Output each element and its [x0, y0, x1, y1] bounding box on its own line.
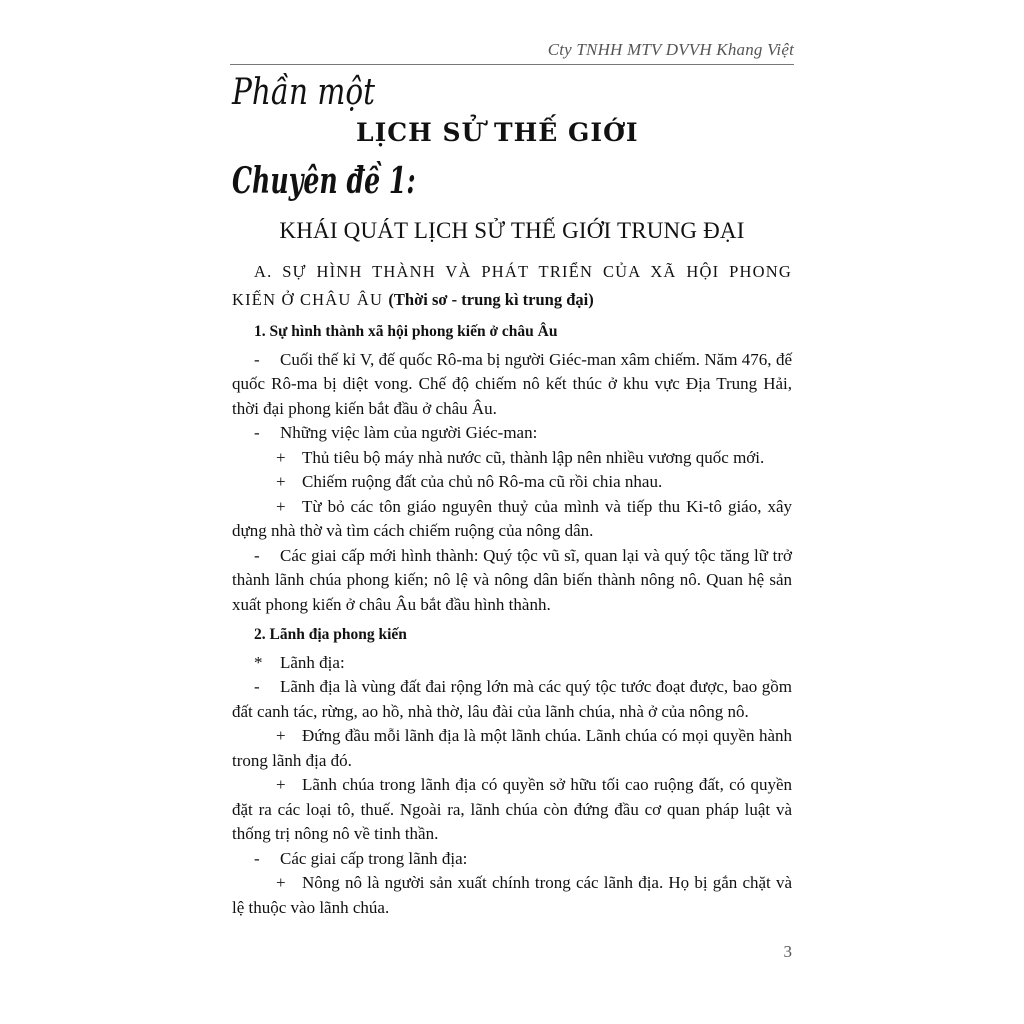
plus-marker: + — [276, 726, 286, 745]
chapter-title: KHÁI QUÁT LỊCH SỬ THẾ GIỚI TRUNG ĐẠI — [279, 218, 745, 243]
header-divider — [230, 64, 794, 65]
plus-marker: + — [276, 447, 286, 467]
star-marker: * — [254, 652, 263, 672]
heading-a-sub: (Thời sơ - trung kì trung đại) — [388, 290, 594, 309]
list-item — [232, 847, 792, 872]
list-item — [232, 773, 792, 847]
paragraph-text: Lãnh địa là vùng đất đai rộng lớn mà các quý tộc tước đoạt được, bao gồm đất canh tác, rừng, ao hồ, nhà thờ, lâu đài của lãnh chúa, nhà ở của nông nô. — [232, 677, 792, 721]
paragraph-text: Những việc làm của người Giéc-man: — [280, 423, 538, 442]
list-item — [232, 724, 792, 773]
paragraph-text: Các giai cấp mới hình thành: Quý tộc vũ sĩ, quan lại và quý tộc tăng lữ trở thành lãnh chúa phong kiến; nô lệ và nông dân biến thành nông nô. Quan hệ sản xuất phong kiến ở châu Âu bắt đầu hình thành. — [232, 545, 792, 614]
paragraph-text: Đứng đầu mỗi lãnh địa là một lãnh chúa. Lãnh chúa có mọi quyền hành trong lãnh địa đó. — [232, 726, 792, 770]
section-2-heading: 2. Lãnh địa phong kiến — [254, 626, 407, 643]
running-header: Cty TNHH MTV DVVH Khang Việt — [547, 40, 794, 59]
paragraph-text: Cuối thế kỉ V, đế quốc Rô-ma bị người Giéc-man xâm chiếm. Năm 476, đế quốc Rô-ma bị diệt vong. Chế độ chiếm nô kết thúc ở khu vực Địa Trung Hải, thời đại phong kiến bắt đầu ở châu Âu. — [232, 349, 792, 418]
paragraph-text: Lãnh chúa trong lãnh địa có quyền sở hữu tối cao ruộng đất, có quyền đặt ra các loại tô, thuế. Ngoài ra, lãnh chúa còn đứng đầu cơ quan pháp luật và thống trị nông nô về tinh thần. — [232, 775, 792, 843]
heading-a-main: A. SỰ HÌNH THÀNH VÀ PHÁT TRIỂN CỦA XÃ HỘI PHONG KIẾN Ở CHÂU ÂU — [232, 262, 792, 309]
list-item — [232, 651, 792, 676]
paragraph-text: Lãnh địa: — [280, 652, 345, 672]
list-item — [232, 446, 792, 471]
section-title: LỊCH SỬ THẾ GIỚI — [356, 118, 639, 147]
dash-marker: - — [254, 848, 260, 868]
paragraph-text: Thủ tiêu bộ máy nhà nước cũ, thành lập nên nhiều vương quốc mới. — [302, 447, 765, 467]
list-item — [232, 675, 792, 724]
paragraph-text: Từ bỏ các tôn giáo nguyên thuỷ của mình và tiếp thu Ki-tô giáo, xây dựng nhà thờ và tìm cách chiếm ruộng của nông dân. — [232, 496, 792, 540]
dash-marker: - — [254, 545, 260, 565]
paragraph-text: Các giai cấp trong lãnh địa: — [280, 848, 468, 868]
plus-marker: + — [276, 775, 286, 794]
list-item — [232, 544, 792, 618]
plus-marker: + — [276, 873, 286, 892]
list-item — [232, 871, 792, 920]
dash-marker: - — [254, 677, 260, 696]
part-title: Phần một — [232, 72, 375, 113]
topic-title: Chuyên đề 1: — [232, 160, 416, 202]
plus-marker: + — [276, 472, 286, 491]
list-item — [232, 495, 792, 544]
list-item — [232, 470, 792, 495]
page-number: 3 — [783, 942, 792, 961]
paragraph-text: Nông nô là người sản xuất chính trong các lãnh địa. Họ bị gắn chặt và lệ thuộc vào lãnh chúa. — [232, 873, 792, 917]
page-body — [232, 258, 792, 920]
plus-marker: + — [276, 496, 286, 516]
list-item — [232, 421, 792, 446]
paragraph-text: Chiếm ruộng đất của chủ nô Rô-ma cũ rồi chia nhau. — [302, 472, 663, 491]
dash-marker: - — [254, 423, 260, 442]
list-item — [232, 348, 792, 422]
section-1-heading: 1. Sự hình thành xã hội phong kiến ở châu Âu — [254, 323, 558, 340]
dash-marker: - — [254, 349, 260, 369]
heading-a — [232, 258, 792, 314]
